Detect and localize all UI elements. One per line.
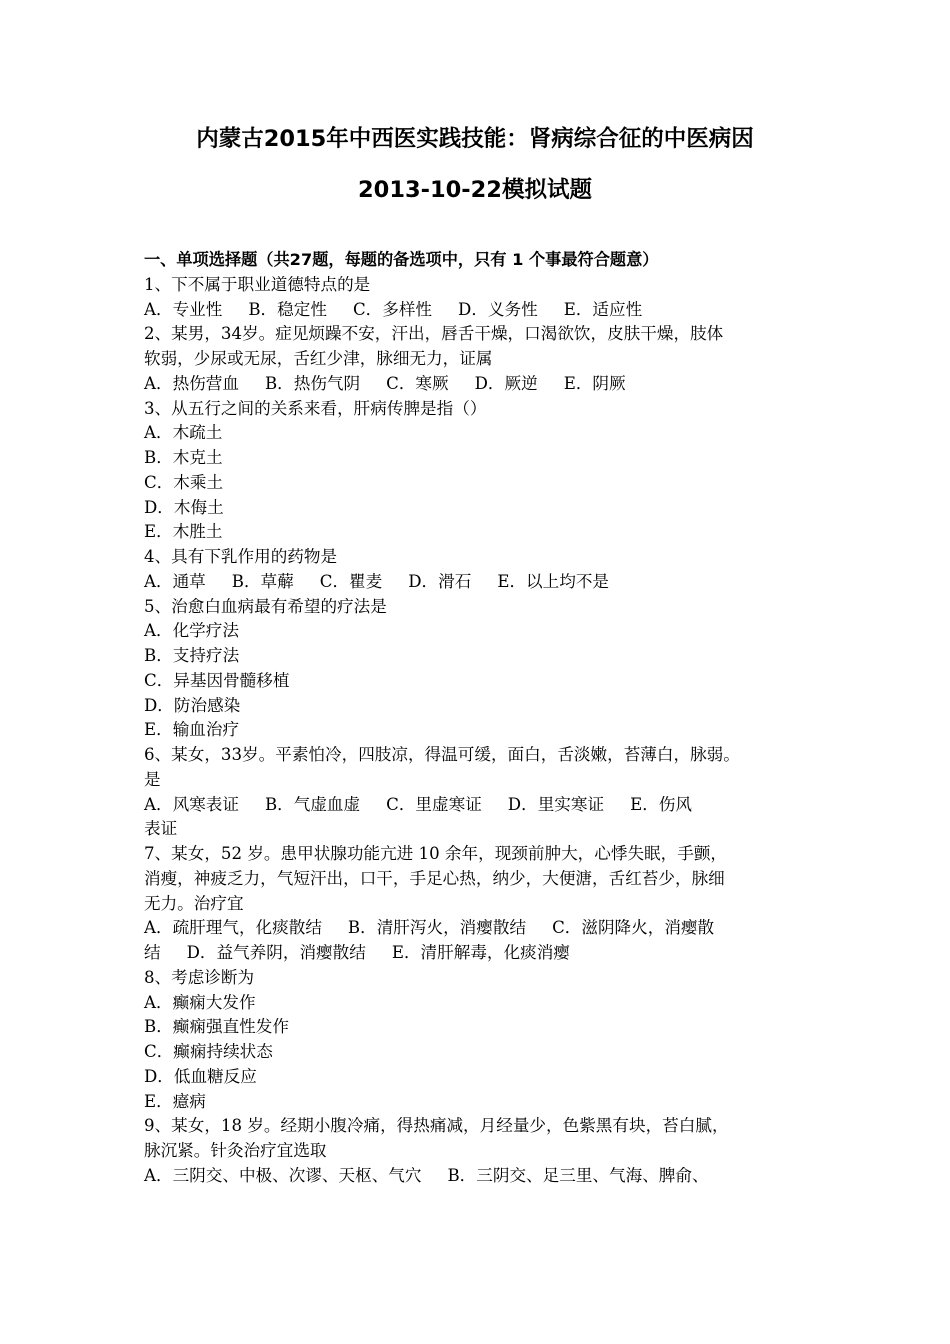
question-stem-line: 是 [144, 769, 161, 789]
question-stem-line: 脉沉紧。针灸治疗宜选取 [144, 1141, 327, 1160]
answer-option: C．异基因骨髓移植 [144, 670, 290, 690]
question-4 [144, 545, 814, 595]
question-stem-line: 无力。治疗宜 [144, 893, 244, 913]
option-line [144, 570, 814, 595]
answer-option: D．义务性 [458, 299, 538, 319]
answer-option: B．草薢 [231, 571, 294, 591]
question-1 [144, 273, 814, 323]
option-line [144, 1164, 814, 1189]
answer-option: C．癫痫持续状态 [144, 1042, 273, 1061]
question-stem-line: 软弱，少尿或无尿，舌红少津，脉细无力，证属 [144, 349, 493, 368]
answer-option: 结 [144, 943, 161, 962]
answer-option: E．伤风 [630, 794, 692, 814]
option-line [144, 619, 814, 644]
answer-option: 表证 [144, 819, 178, 839]
question-6 [144, 743, 814, 842]
option-line [144, 991, 814, 1016]
answer-option: E．清肝解毒，化痰消瘿 [391, 943, 570, 962]
document-title-line-2: 2013-10-22模拟试题 [358, 177, 592, 203]
answer-option: D．防治感染 [144, 695, 241, 715]
answer-option: C．木乘土 [144, 472, 224, 492]
answer-option: D．益气养阴，消瘿散结 [186, 943, 366, 962]
answer-option: E．木胜土 [144, 522, 223, 542]
option-line [144, 718, 814, 743]
option-line [144, 669, 814, 694]
option-line [144, 1015, 814, 1040]
answer-option: C．多样性 [352, 299, 433, 319]
question-stem-line: 3、从五行之间的关系来看，肝病传脾是指（） [144, 398, 487, 418]
answer-option: A．癫痫大发作 [144, 992, 256, 1012]
option-line [144, 496, 814, 521]
option-line [144, 1040, 814, 1065]
answer-option: E．癔病 [144, 1091, 206, 1111]
question-stem-line: 消瘦，神疲乏力，气短汗出，口干，手足心热，纳少，大便溏，舌红苔少，脉细 [144, 868, 725, 888]
question-list [144, 248, 814, 1189]
question-7 [144, 842, 814, 966]
answer-option: D．低血糖反应 [144, 1066, 257, 1086]
answer-option: C．寒厥 [386, 373, 449, 393]
answer-option: A．木疏土 [144, 423, 223, 443]
option-line [144, 471, 814, 496]
option-line [144, 372, 814, 397]
question-2 [144, 322, 814, 396]
question-8 [144, 966, 814, 1115]
answer-option: E．输血治疗 [144, 720, 240, 740]
answer-option: D．里实寒证 [507, 794, 605, 814]
answer-option: D．木侮土 [144, 497, 224, 517]
question-5 [144, 595, 814, 744]
question-stem-line: 1、下不属于职业道德特点的是 [144, 274, 371, 294]
answer-option: A．风寒表证 [144, 794, 239, 814]
answer-option: A．专业性 [144, 299, 223, 319]
answer-option: C．瞿麦 [319, 571, 383, 591]
answer-option: A．热伤营血 [144, 373, 239, 393]
answer-option: A．通草 [144, 571, 206, 591]
option-line [144, 817, 814, 842]
answer-option: B．癫痫强直性发作 [144, 1017, 289, 1037]
question-stem-line: 4、具有下乳作用的药物是 [144, 547, 338, 566]
answer-option: E．以上均不是 [497, 571, 610, 591]
question-stem-line: 5、治愈白血病最有希望的疗法是 [144, 596, 387, 616]
answer-option: B．热伤气阴 [264, 373, 361, 393]
option-line [144, 916, 814, 941]
option-line [144, 1090, 814, 1115]
answer-option: B．稳定性 [248, 299, 327, 319]
answer-option: D．滑石 [408, 571, 472, 591]
option-line [144, 446, 814, 471]
answer-option: B．清肝泻火，消瘿散结 [347, 918, 527, 938]
option-line [144, 941, 814, 966]
question-stem-line: 2、某男，34岁。症见烦躁不安，汗出，唇舌干燥，口渴欲饮，皮肤干燥，肢体 [144, 324, 724, 344]
answer-option: B．木克土 [144, 448, 223, 467]
question-stem-line: 7、某女，52 岁。患甲状腺功能亢进 10 余年，现颈前肿大，心悸失眠，手颤， [144, 844, 728, 863]
answer-option: D．厥逆 [474, 373, 538, 393]
option-line [144, 793, 814, 818]
answer-option: E．适应性 [563, 299, 643, 319]
answer-option: E．阴厥 [563, 373, 626, 393]
section-header: 一、单项选择题（共27题，每题的备选项中，只有 1 个事最符合题意） [144, 250, 659, 269]
answer-option: C．里虚寒证 [386, 794, 482, 814]
question-3 [144, 397, 814, 546]
option-line [144, 298, 814, 323]
answer-option: B．支持疗法 [144, 646, 240, 665]
option-line [144, 1065, 814, 1090]
option-line [144, 520, 814, 545]
answer-option: B．气虚血虚 [264, 794, 361, 814]
question-stem-line: 8、考虑诊断为 [144, 967, 255, 987]
answer-option: A．疏肝理气，化痰散结 [144, 918, 322, 938]
answer-option: C．滋阴降火，消瘿散 [552, 918, 715, 938]
answer-option: B．三阴交、足三里、气海、脾俞、 [447, 1165, 709, 1185]
option-line [144, 421, 814, 446]
question-stem-line: 9、某女，18 岁。经期小腹冷痛，得热痛减，月经量少，色紫黑有块，苔白腻， [144, 1116, 729, 1136]
option-line [144, 644, 814, 669]
question-stem-line: 6、某女，33岁。平素怕冷，四肢凉，得温可缓，面白，舌淡嫩，苔薄白，脉弱。 [144, 745, 740, 764]
answer-option: A．化学疗法 [144, 621, 239, 641]
answer-option: A．三阴交、中极、次谬、天枢、气穴 [144, 1165, 422, 1185]
option-line [144, 694, 814, 719]
document-title-line-1: 内蒙古2015年中西医实践技能：肾病综合征的中医病因 [196, 126, 754, 152]
question-9 [144, 1114, 814, 1188]
